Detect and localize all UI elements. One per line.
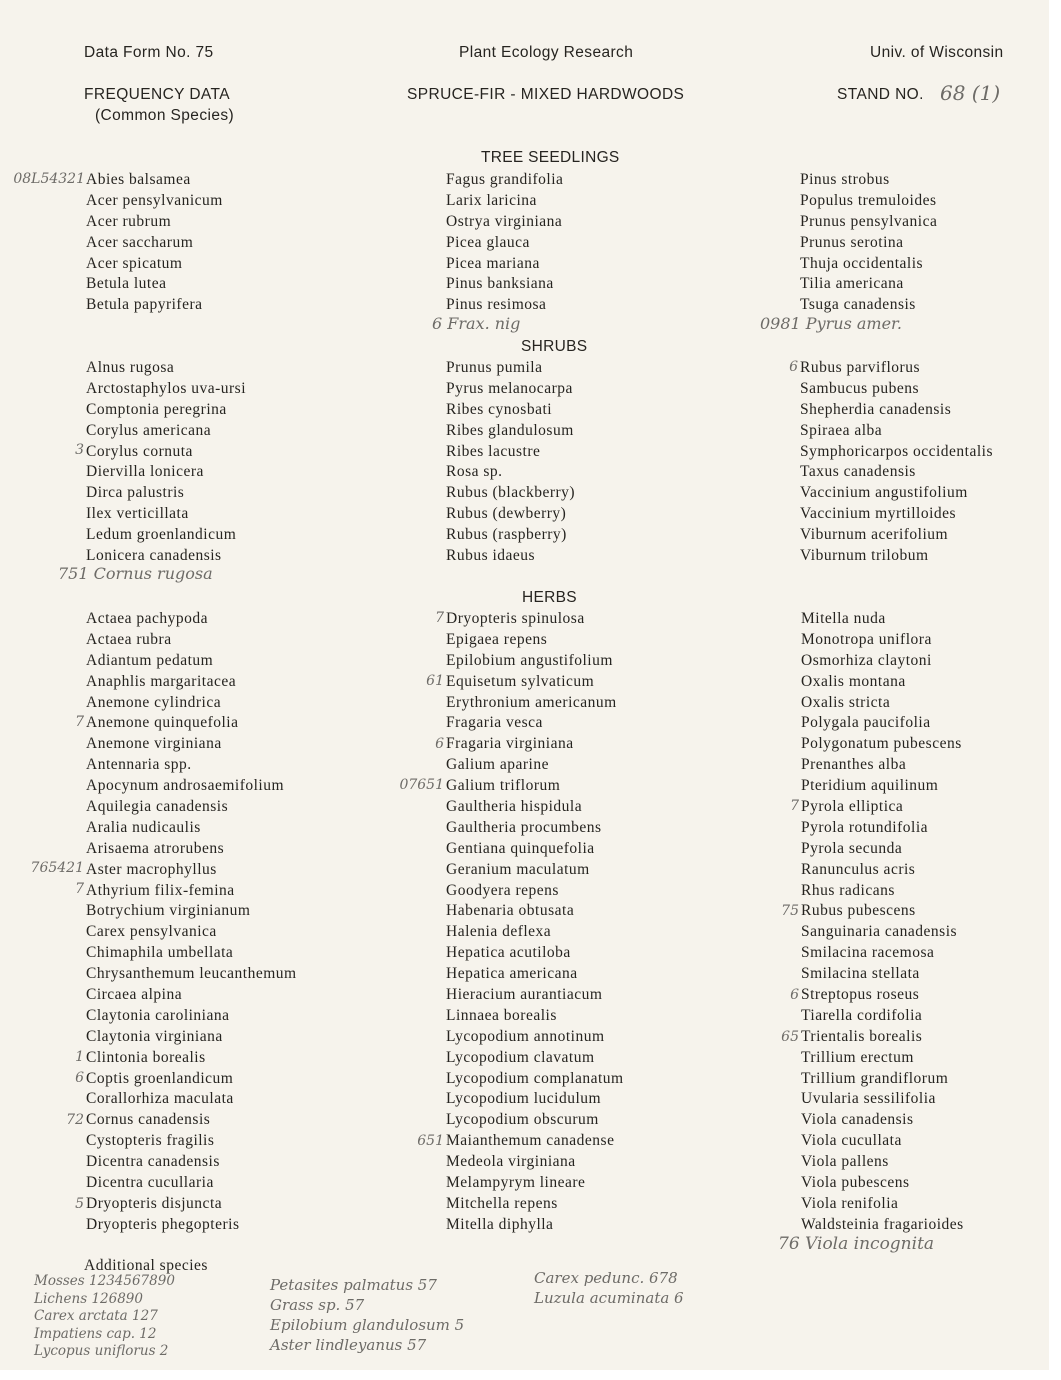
species-item: Viburnum trilobum xyxy=(800,547,929,565)
species-item: Pyrola elliptica xyxy=(801,798,904,816)
species-item: Rubus (raspberry) xyxy=(446,526,567,544)
species-item: Lonicera canadensis xyxy=(86,547,222,565)
species-item: Sambucus pubens xyxy=(800,379,920,397)
species-item: Pteridium aquilinum xyxy=(801,777,939,795)
tree-list-col2 xyxy=(446,170,563,316)
species-item: Ribes glandulosum xyxy=(446,421,574,439)
species-item: Carex pensylvanica xyxy=(86,923,217,941)
species-item: Anemone quinquefolia xyxy=(86,714,239,732)
species-item: Polygala paucifolia xyxy=(801,714,931,732)
species-item: Picea mariana xyxy=(446,254,540,272)
species-item: Ledum groenlandicum xyxy=(86,526,237,544)
species-item: Lycopodium clavatum xyxy=(446,1048,595,1066)
species-item: Oxalis stricta xyxy=(801,693,891,711)
species-item: Athyrium filix-femina xyxy=(86,881,235,899)
additional-species-label: Additional species xyxy=(84,1257,208,1274)
frequency-mark: 65 xyxy=(781,1029,799,1045)
species-item: Rosa sp. xyxy=(446,463,503,481)
species-item: Diervilla lonicera xyxy=(86,463,204,481)
species-item: Ranunculus acris xyxy=(801,860,916,878)
species-item: Coptis groenlandicum xyxy=(86,1069,234,1087)
species-item: Uvularia sessilifolia xyxy=(801,1090,936,1108)
species-item: Apocynum androsaemifolium xyxy=(86,777,285,795)
species-item: Corylus americana xyxy=(86,421,212,439)
species-item: Arctostaphylos uva-ursi xyxy=(86,379,247,397)
species-item: Osmorhiza claytoni xyxy=(801,651,932,669)
species-item: Rubus (blackberry) xyxy=(446,484,576,502)
species-item: Acer saccharum xyxy=(86,233,194,251)
section-title-herbs: HERBS xyxy=(522,589,577,606)
species-item: Larix laricina xyxy=(446,191,537,209)
handwritten-note: Mosses 1234567890 xyxy=(34,1273,175,1289)
species-item: Rubus (dewberry) xyxy=(446,505,567,523)
species-item: Tiarella cordifolia xyxy=(801,1006,923,1024)
species-item: Fagus grandifolia xyxy=(446,171,564,188)
frequency-mark: 5 xyxy=(75,1196,84,1212)
species-item: Anemone cylindrica xyxy=(86,693,222,711)
frequency-mark: 7 xyxy=(75,714,84,730)
species-item: Pyrola rotundifolia xyxy=(801,818,929,836)
frequency-mark: 7 xyxy=(435,610,444,626)
species-item: Hepatica acutiloba xyxy=(446,944,571,962)
frequency-mark: 651 xyxy=(417,1133,444,1149)
tree-list-col3 xyxy=(800,170,937,316)
handwritten-note: Petasites palmatus 57 xyxy=(270,1276,437,1294)
species-item: Actaea rubra xyxy=(86,630,172,648)
frequency-mark: 765421 xyxy=(30,860,84,876)
data-type-title: FREQUENCY DATA xyxy=(84,86,230,103)
frequency-mark: 6 xyxy=(435,736,444,752)
handwritten-added-species: 6 Frax. nig xyxy=(432,314,521,333)
frequency-mark: 08L54321 xyxy=(13,171,85,187)
frequency-mark: 6 xyxy=(789,359,798,375)
species-item: Smilacina racemosa xyxy=(801,944,935,962)
species-item: Pinus banksiana xyxy=(446,275,554,293)
species-item: Viola cucullata xyxy=(801,1132,902,1150)
handwritten-note: Carex arctata 127 xyxy=(34,1308,158,1324)
species-item: Lycopodium complanatum xyxy=(446,1069,624,1087)
species-item: Gentiana quinquefolia xyxy=(446,839,595,857)
herb-list-col3 xyxy=(801,609,964,1236)
species-item: Halenia deflexa xyxy=(446,923,552,941)
species-item: Rubus idaeus xyxy=(446,547,536,565)
section-title-tree-seedlings: TREE SEEDLINGS xyxy=(481,149,620,166)
species-item: Tsuga canadensis xyxy=(800,296,916,314)
species-item: Geranium maculatum xyxy=(446,860,590,878)
handwritten-note: Epilobium glandulosum 5 xyxy=(270,1316,465,1334)
handwritten-added-species: 76 Viola incognita xyxy=(778,1234,935,1254)
species-item: Tilia americana xyxy=(800,275,904,293)
species-item: Dryopteris phegopteris xyxy=(86,1215,240,1233)
species-item: Shepherdia canadensis xyxy=(800,400,952,418)
tree-list-col1 xyxy=(86,170,223,316)
handwritten-note: Impatiens cap. 12 xyxy=(34,1325,157,1342)
frequency-mark: 1 xyxy=(75,1049,84,1065)
handwritten-note: Carex pedunc. 678 xyxy=(534,1269,678,1287)
species-item: Circaea alpina xyxy=(86,986,183,1004)
frequency-mark: 7 xyxy=(790,798,799,814)
species-item: Claytonia virginiana xyxy=(86,1027,223,1045)
species-item: Melampyrym lineare xyxy=(446,1174,586,1192)
herb-list-col2 xyxy=(446,609,624,1236)
species-item: Populus tremuloides xyxy=(800,191,937,209)
species-item: Actaea pachypoda xyxy=(86,610,209,627)
species-item: Lycopodium lucidulum xyxy=(446,1090,602,1108)
species-item: Hepatica americana xyxy=(446,965,578,983)
species-item: Pyrola secunda xyxy=(801,839,903,857)
species-item: Pinus resimosa xyxy=(446,296,547,314)
species-item: Prunus pensylvanica xyxy=(800,212,938,230)
species-item: Claytonia caroliniana xyxy=(86,1006,230,1024)
species-item: Equisetum sylvaticum xyxy=(446,672,595,690)
species-item: Pyrus melanocarpa xyxy=(446,379,573,397)
species-item: Fragaria vesca xyxy=(446,714,543,732)
species-item: Anaphlis margaritacea xyxy=(86,672,237,690)
species-item: Botrychium virginianum xyxy=(86,902,251,920)
species-item: Habenaria obtusata xyxy=(446,902,575,920)
species-item: Aquilegia canadensis xyxy=(86,798,229,816)
species-item: Erythronium americanum xyxy=(446,693,617,711)
species-item: Galium triflorum xyxy=(446,777,561,795)
species-item: Linnaea borealis xyxy=(446,1006,557,1024)
species-item: Polygonatum pubescens xyxy=(801,735,962,753)
handwritten-added-species: 0981 Pyrus amer. xyxy=(760,314,903,333)
species-item: Thuja occidentalis xyxy=(800,254,924,272)
species-item: Viola pallens xyxy=(801,1153,889,1171)
section-title-shrubs: SHRUBS xyxy=(521,338,588,355)
stand-number-value: 68 (1) xyxy=(940,81,1001,105)
species-item: Aralia nudicaulis xyxy=(86,818,201,836)
species-item: Streptopus roseus xyxy=(801,986,920,1004)
species-item: Maianthemum canadense xyxy=(446,1132,615,1150)
species-item: Ribes lacustre xyxy=(446,442,541,460)
species-item: Arisaema atrorubens xyxy=(86,839,225,857)
species-item: Mitella diphylla xyxy=(446,1215,554,1233)
species-item: Trientalis borealis xyxy=(801,1027,923,1045)
species-item: Acer pensylvanicum xyxy=(86,191,223,209)
species-item: Gaultheria hispidula xyxy=(446,798,583,816)
species-item: Corylus cornuta xyxy=(86,442,193,460)
frequency-mark: 72 xyxy=(66,1112,84,1128)
frequency-mark: 6 xyxy=(75,1070,84,1086)
species-item: Anemone virginiana xyxy=(86,735,222,753)
species-item: Lycopodium obscurum xyxy=(446,1111,599,1129)
species-item: Epigaea repens xyxy=(446,630,548,648)
species-item: Fragaria virginiana xyxy=(446,735,574,753)
university-name: Univ. of Wisconsin xyxy=(870,44,1004,61)
species-item: Abies balsamea xyxy=(86,171,191,188)
species-item: Epilobium angustifolium xyxy=(446,651,613,669)
species-item: Viola canadensis xyxy=(801,1111,914,1129)
frequency-mark: 61 xyxy=(426,673,444,689)
species-item: Ribes cynosbati xyxy=(446,400,553,418)
shrub-list-col2 xyxy=(446,358,575,567)
species-item: Dicentra canadensis xyxy=(86,1153,220,1171)
species-item: Dirca palustris xyxy=(86,484,185,502)
handwritten-note: Aster lindleyanus 57 xyxy=(270,1336,427,1354)
species-item: Chrysanthemum leucanthemum xyxy=(86,965,297,983)
species-item: Monotropa uniflora xyxy=(801,630,932,648)
species-item: Prunus pumila xyxy=(446,359,543,376)
species-item: Vaccinium angustifolium xyxy=(800,484,968,502)
species-item: Taxus canadensis xyxy=(800,463,916,481)
shrub-list-col1 xyxy=(86,358,246,567)
species-item: Comptonia peregrina xyxy=(86,400,227,418)
species-item: Clintonia borealis xyxy=(86,1048,206,1066)
community-title: SPRUCE-FIR - MIXED HARDWOODS xyxy=(407,86,685,103)
species-item: Betula lutea xyxy=(86,275,167,293)
frequency-mark: 3 xyxy=(75,442,84,458)
species-item: Adiantum pedatum xyxy=(86,651,214,669)
species-item: Cystopteris fragilis xyxy=(86,1132,215,1150)
handwritten-note: Luzula acuminata 6 xyxy=(534,1289,684,1307)
handwritten-note: Lycopus uniflorus 2 xyxy=(34,1343,169,1359)
data-type-subtitle: (Common Species) xyxy=(95,107,235,124)
species-item: Dicentra cucullaria xyxy=(86,1174,214,1192)
species-item: Medeola virginiana xyxy=(446,1153,576,1171)
species-item: Antennaria spp. xyxy=(86,756,192,774)
species-item: Lycopodium annotinum xyxy=(446,1027,605,1045)
form-number: Data Form No. 75 xyxy=(84,44,214,61)
species-item: Corallorhiza maculata xyxy=(86,1090,234,1108)
species-item: Viola pubescens xyxy=(801,1174,910,1192)
institution-name: Plant Ecology Research xyxy=(459,44,634,61)
herb-list-col1 xyxy=(86,609,297,1236)
species-item: Galium aparine xyxy=(446,756,549,774)
species-item: Aster macrophyllus xyxy=(86,860,217,878)
species-item: Goodyera repens xyxy=(446,881,559,899)
additional-species-notes-col1 xyxy=(34,1273,175,1361)
species-item: Dryopteris spinulosa xyxy=(446,610,585,627)
species-item: Ilex verticillata xyxy=(86,505,189,523)
species-item: Prenanthes alba xyxy=(801,756,907,774)
species-item: Smilacina stellata xyxy=(801,965,920,983)
species-item: Viburnum acerifolium xyxy=(800,526,949,544)
species-item: Acer spicatum xyxy=(86,254,183,272)
species-item: Vaccinium myrtilloides xyxy=(800,505,957,523)
species-item: Trillium erectum xyxy=(801,1048,914,1066)
species-item: Gaultheria procumbens xyxy=(446,818,602,836)
frequency-mark: 75 xyxy=(781,903,799,919)
species-item: Symphoricarpos occidentalis xyxy=(800,442,993,460)
species-item: Rubus pubescens xyxy=(801,902,916,920)
species-item: Picea glauca xyxy=(446,233,530,251)
species-item: Mitella nuda xyxy=(801,610,886,627)
additional-species-notes-col3 xyxy=(534,1268,684,1308)
species-item: Acer rubrum xyxy=(86,212,172,230)
frequency-mark: 6 xyxy=(790,987,799,1003)
species-item: Rubus parviflorus xyxy=(800,359,921,376)
species-item: Dryopteris disjuncta xyxy=(86,1194,223,1212)
species-item: Pinus strobus xyxy=(800,171,890,188)
species-item: Trillium grandiflorum xyxy=(801,1069,949,1087)
species-item: Sanguinaria canadensis xyxy=(801,923,958,941)
species-item: Waldsteinia fragarioides xyxy=(801,1215,964,1233)
species-item: Cornus canadensis xyxy=(86,1111,211,1129)
species-item: Hieracium aurantiacum xyxy=(446,986,603,1004)
species-item: Prunus serotina xyxy=(800,233,904,251)
species-item: Chimaphila umbellata xyxy=(86,944,234,962)
species-item: Oxalis montana xyxy=(801,672,906,690)
shrub-list-col3 xyxy=(800,358,993,567)
species-item: Ostrya virginiana xyxy=(446,212,563,230)
handwritten-note: Lichens 126890 xyxy=(34,1290,143,1307)
stand-number-label: STAND NO. xyxy=(837,86,924,103)
species-item: Viola renifolia xyxy=(801,1194,899,1212)
frequency-mark: 07651 xyxy=(399,777,444,793)
species-item: Alnus rugosa xyxy=(86,359,175,376)
frequency-mark: 7 xyxy=(75,881,84,897)
handwritten-note: Grass sp. 57 xyxy=(270,1296,365,1314)
species-item: Betula papyrifera xyxy=(86,296,203,314)
handwritten-added-species: 751 Cornus rugosa xyxy=(58,564,213,583)
species-item: Rhus radicans xyxy=(801,881,895,899)
species-item: Spiraea alba xyxy=(800,421,883,439)
species-item: Mitchella repens xyxy=(446,1194,558,1212)
additional-species-notes-col2 xyxy=(270,1275,464,1355)
